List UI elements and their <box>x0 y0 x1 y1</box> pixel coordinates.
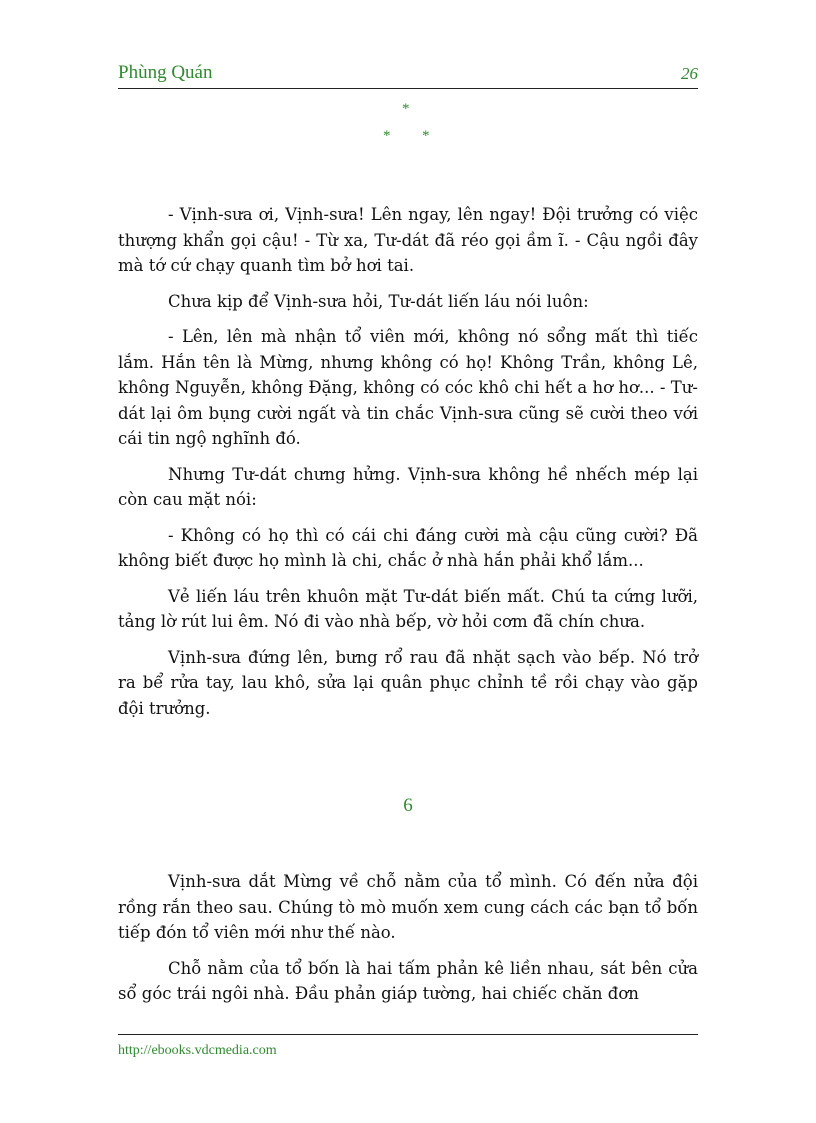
paragraph: Nhưng Tư-dát chưng hửng. Vịnh-sưa không hề nhếch mép lại còn cau mặt nói: <box>118 464 698 509</box>
footer-url[interactable]: http://ebooks.vdcmedia.com <box>118 1043 277 1058</box>
body-text-before <box>118 202 698 731</box>
separator-star-left: * <box>383 128 391 144</box>
page-number: 26 <box>681 64 698 83</box>
separator-star-top: * <box>402 101 410 117</box>
paragraph: - Lên, lên mà nhận tổ viên mới, không nó sổng mất thì tiếc lắm. Hắn tên là Mừng, nhưng không có họ! Không Trần, không Lê, không Nguyễn, không Đặng, không có cóc khô chi hết a hơ hơ... - Tư-dát lại ôm bụng cười ngất và tin chắc Vịnh-sưa cũng sẽ cười theo với cái tin ngộ nghĩnh đó. <box>118 327 698 448</box>
body-text-after <box>118 869 698 1017</box>
paragraph: Chưa kịp để Vịnh-sưa hỏi, Tư-dát liến láu nói luôn: <box>168 291 589 311</box>
paragraph: Vịnh-sưa đứng lên, bưng rổ rau đã nhặt sạch vào bếp. Nó trở ra bể rửa tay, lau khô, sửa lại quân phục chỉnh tề rồi chạy vào gặp đội trưởng. <box>118 647 698 718</box>
paragraph: - Không có họ thì có cái chi đáng cười mà cậu cũng cười? Đã không biết được họ mình là chi, chắc ở nhà hắn phải khổ lắm... <box>118 525 698 570</box>
paragraph: Vịnh-sưa dắt Mừng về chỗ nằm của tổ mình. Có đến nửa đội rồng rắn theo sau. Chúng tò mò muốn xem cung cách các bạn tổ bốn tiếp đón tổ viên mới như thế nào. <box>118 872 698 942</box>
book-author: Phùng Quán <box>118 62 213 83</box>
chapter-heading: 6 <box>403 795 413 816</box>
page-header <box>118 62 698 89</box>
paragraph: - Vịnh-sưa ơi, Vịnh-sưa! Lên ngay, lên ngay! Đội trưởng có việc thượng khẩn gọi cậu! - Từ xa, Tư-dát đã réo gọi ầm ĩ. - Cậu ngồi đây mà tớ cứ chạy quanh tìm bở hơi tai. <box>118 205 698 275</box>
separator-star-right: * <box>422 128 430 144</box>
paragraph: Chỗ nằm của tổ bốn là hai tấm phản kê liền nhau, sát bên cửa sổ góc trái ngôi nhà. Đầu phản giáp tường, hai chiếc chăn đơn <box>118 958 698 1003</box>
paragraph: Vẻ liến láu trên khuôn mặt Tư-dát biến mất. Chú ta cứng lưỡi, tảng lờ rút lui êm. Nó đi vào nhà bếp, vờ hỏi cơm đã chín chưa. <box>118 586 698 631</box>
footer-divider <box>118 1034 698 1035</box>
